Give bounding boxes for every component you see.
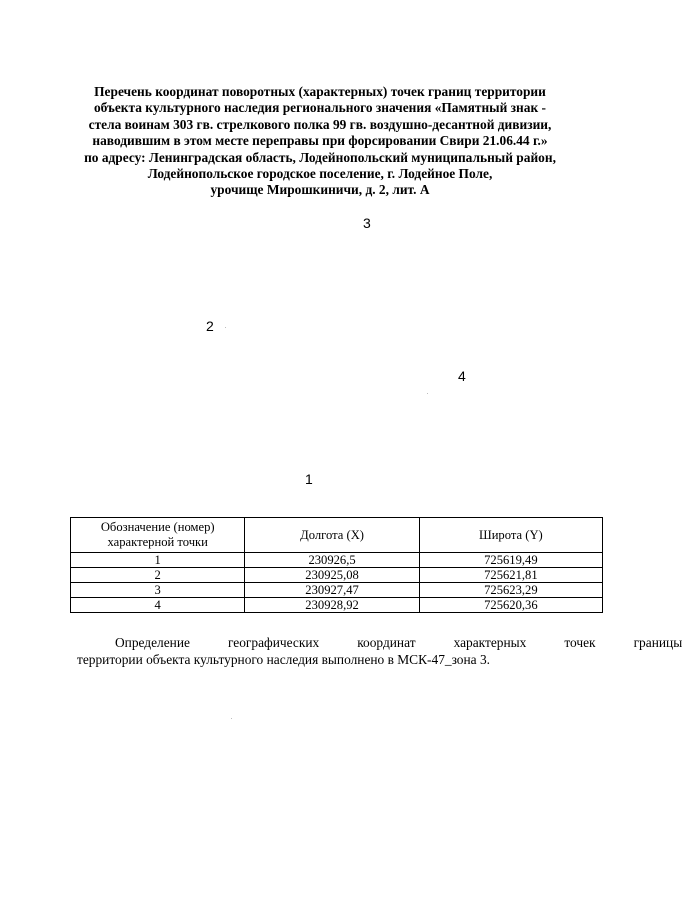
table-row xyxy=(71,598,603,613)
cell-longitude: 230926,5 xyxy=(245,553,419,568)
table-header-row xyxy=(71,518,603,553)
column-header-latitude: Широта (Y) xyxy=(419,518,602,553)
column-header-longitude: Долгота (X) xyxy=(245,518,419,553)
cell-latitude: 725621,81 xyxy=(419,568,602,583)
coordinates-table xyxy=(70,517,603,613)
coordinate-system-note xyxy=(77,634,682,668)
table-row xyxy=(71,568,603,583)
cell-point-number: 4 xyxy=(71,598,245,613)
note-word: географических xyxy=(227,635,320,650)
cell-longitude: 230925,08 xyxy=(245,568,419,583)
cell-point-number: 3 xyxy=(71,583,245,598)
scan-speck xyxy=(231,718,232,719)
title-line: Перечень координат поворотных (характерных) точек границ территории xyxy=(94,84,546,99)
note-line-2: территории объекта культурного наследия выполнено в МСК-47_зона 3. xyxy=(77,652,490,667)
cell-longitude: 230927,47 xyxy=(245,583,419,598)
cell-latitude: 725623,29 xyxy=(419,583,602,598)
cell-point-number: 1 xyxy=(71,553,245,568)
scheme-point-label-2: 2 xyxy=(206,318,214,334)
title-line: урочище Мирошкиничи, д. 2, лит. А xyxy=(210,182,430,198)
column-header-point-number: Обозначение (номер) характерной точки xyxy=(71,518,245,553)
note-line-1 xyxy=(77,634,682,651)
scan-speck xyxy=(427,393,428,394)
title-line: по адресу: Ленинградская область, Лодейнопольский муниципальный район, xyxy=(84,149,556,165)
cell-latitude: 725619,49 xyxy=(419,553,602,568)
cell-longitude: 230928,92 xyxy=(245,598,419,613)
title-line: Лодейнопольское городское поселение, г. Лодейное Поле, xyxy=(147,166,493,182)
scheme-point-label-1: 1 xyxy=(305,471,313,487)
note-word: Определение xyxy=(115,635,190,650)
note-word: характерных xyxy=(453,635,527,650)
scheme-point-label-4: 4 xyxy=(458,368,466,384)
note-word: точек xyxy=(564,635,596,650)
document-title xyxy=(60,84,580,199)
scheme-point-label-3: 3 xyxy=(363,215,371,231)
title-line: наводившим в этом месте переправы при форсировании Свири 21.06.44 г.» xyxy=(92,133,548,149)
title-line: стела воинам 303 гв. стрелкового полка 99 гв. воздушно-десантной дивизии, xyxy=(88,116,552,132)
cell-point-number: 2 xyxy=(71,568,245,583)
table-row xyxy=(71,553,603,568)
cell-latitude: 725620,36 xyxy=(419,598,602,613)
table-row xyxy=(71,583,603,598)
scan-speck xyxy=(225,327,226,328)
note-word: координат xyxy=(357,635,416,650)
title-line: объекта культурного наследия регионального значения «Памятный знак - xyxy=(93,100,546,116)
note-word: границы xyxy=(633,635,682,650)
